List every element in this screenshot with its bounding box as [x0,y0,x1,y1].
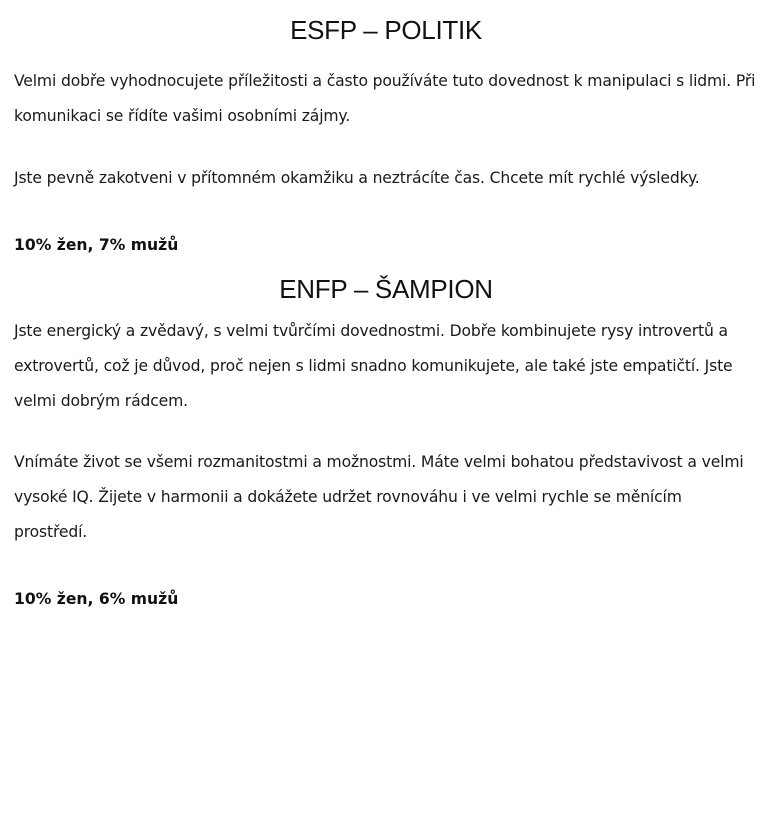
gender-stats: 10% žen, 6% mužů [14,590,179,608]
paragraph: Jste energický a zvědavý, s velmi tvůrčími dovednostmi. Dobře kombinujete rysy introvertů a extrovertů, což je důvod, proč nejen s lidmi snadno komunikujete, ale také jste empatičtí. Jste velmi dobrým rádcem. [14,322,733,410]
section-title: ESFP – POLITIK [290,15,482,45]
paragraph: Velmi dobře vyhodnocujete příležitosti a často používáte tuto dovednost k manipulaci s lidmi. Při komunikaci se řídíte vašimi osobními zájmy. [14,72,756,125]
article-content [14,0,758,609]
section-title: ENFP – ŠAMPION [279,274,493,304]
section-enfp [14,272,758,609]
section-esfp [14,0,758,255]
paragraph: Vnímáte život se všemi rozmanitostmi a možnostmi. Máte velmi bohatou představivost a velmi vysoké IQ. Žijete v harmonii a dokážete udržet rovnováhu i ve velmi rychle se měnícím prostředí. [14,453,744,541]
paragraph: Jste pevně zakotveni v přítomném okamžiku a neztrácíte čas. Chcete mít rychlé výsledky. [14,169,700,187]
gender-stats: 10% žen, 7% mužů [14,236,179,254]
